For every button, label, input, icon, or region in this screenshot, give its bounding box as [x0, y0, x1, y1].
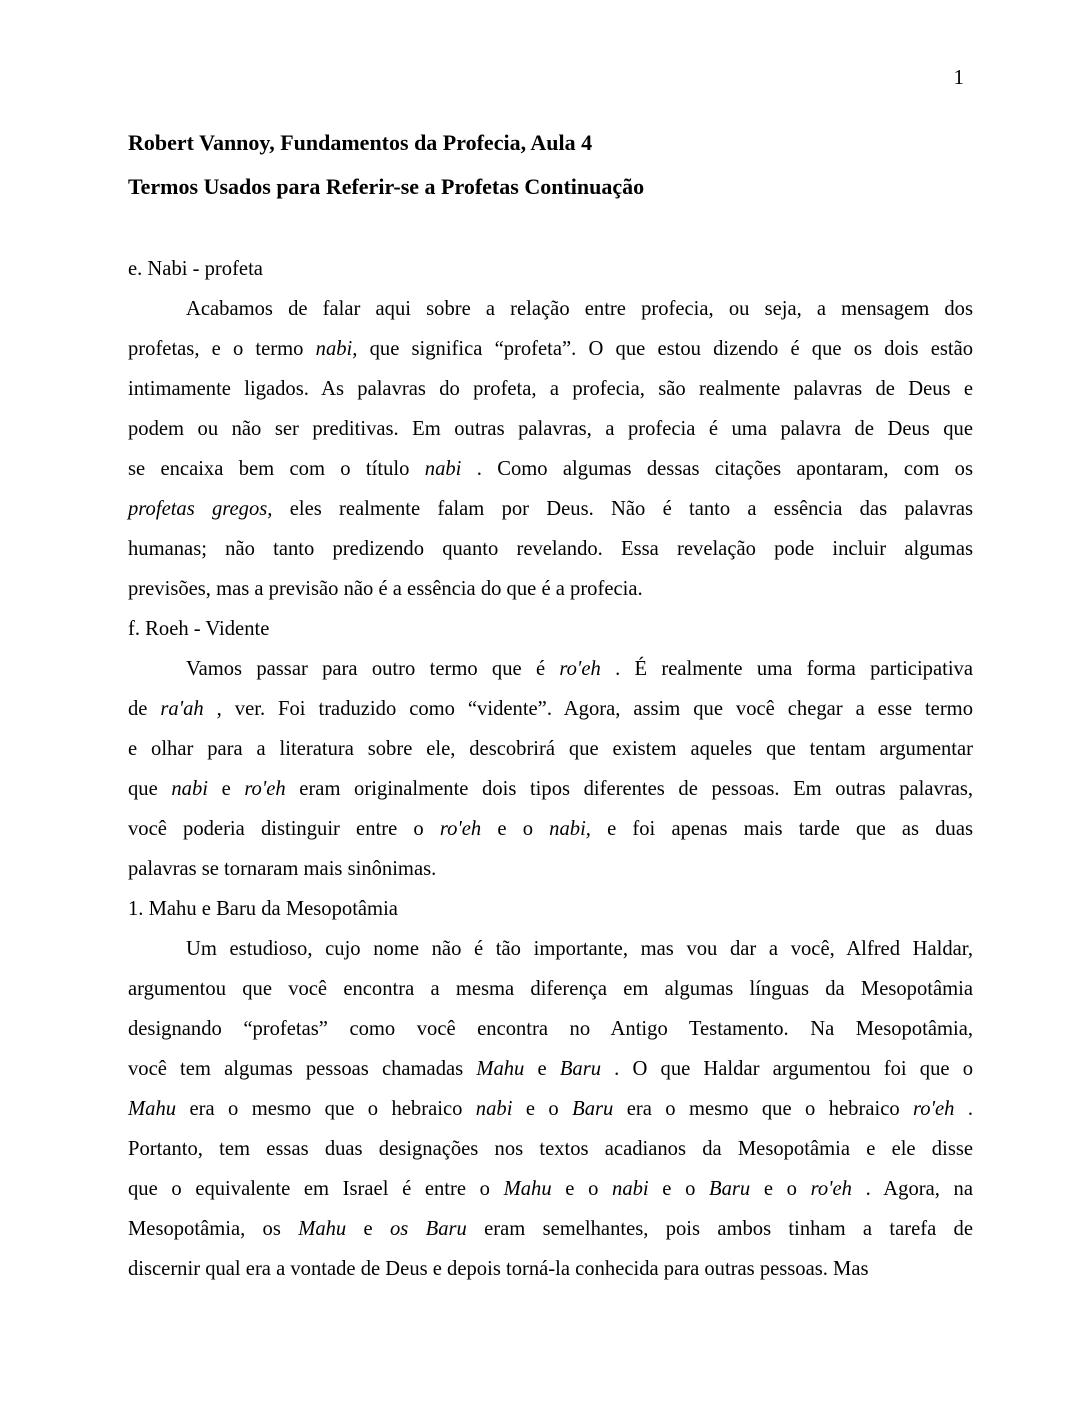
text-run: , ver. Foi traduzido como “vidente”. Agora, assim que você chegar a esse termo	[203, 698, 973, 720]
italic-term: profetas gregos,	[128, 498, 273, 520]
italic-term: os Baru	[390, 1218, 467, 1240]
text-line	[128, 929, 973, 969]
italic-term: Mahu	[298, 1218, 347, 1240]
text-run: discernir qual era a vontade de Deus e depois torná-la conhecida para outras pessoas. Mas	[128, 1258, 869, 1280]
text-run: Um estudioso, cujo nome não é tão importante, mas vou dar a você, Alfred Haldar,	[186, 938, 973, 960]
paragraph	[128, 649, 973, 889]
text-run: eles realmente falam por Deus. Não é tanto a essência das palavras	[272, 498, 973, 520]
italic-term: ro'eh	[439, 818, 482, 840]
text-run: e	[346, 1218, 390, 1240]
text-run: . Agora, na	[851, 1178, 973, 1200]
text-run: e o	[648, 1178, 710, 1200]
text-run: argumentou que você encontra a mesma diferença em algumas línguas da Mesopotâmia	[128, 978, 973, 1000]
italic-term: nabi	[171, 778, 208, 800]
text-run: previsões, mas a previsão não é a essência do que é a profecia.	[128, 578, 643, 600]
text-run: era o mesmo que o hebraico	[176, 1098, 476, 1120]
text-run: você poderia distinguir entre o	[128, 818, 440, 840]
text-run: profetas, e o termo	[128, 338, 316, 360]
italic-term: Mahu	[503, 1178, 552, 1200]
section-heading: 1. Mahu e Baru da Mesopotâmia	[128, 898, 398, 920]
page-number: 1	[953, 65, 964, 89]
text-run: se encaixa bem com o título	[128, 458, 425, 480]
text-run: era o mesmo que o hebraico	[613, 1098, 914, 1120]
text-run: e o	[512, 1098, 573, 1120]
italic-term: ro'eh	[810, 1178, 852, 1200]
text-run: e olhar para a literatura sobre ele, descobrirá que existem aqueles que tentam argumentar	[128, 738, 973, 760]
text-run: e foi apenas mais tarde que as duas	[590, 818, 973, 840]
text-run: que o equivalente em Israel é entre o	[128, 1178, 504, 1200]
text-line	[128, 1129, 973, 1169]
text-run: . Como algumas dessas citações apontaram, com os	[461, 458, 973, 480]
italic-term: nabi	[424, 458, 462, 480]
text-run: e	[207, 778, 245, 800]
text-run: . O que Haldar argumentou foi que o	[601, 1058, 974, 1080]
italic-term: Baru	[709, 1178, 751, 1200]
text-run: intimamente ligados. As palavras do profeta, a profecia, são realmente palavras de Deus e	[128, 378, 973, 400]
italic-term: ro'eh	[913, 1098, 955, 1120]
italic-term: ro'eh	[244, 778, 286, 800]
text-run: eram semelhantes, pois ambos tinham a tarefa de	[466, 1218, 973, 1240]
text-line	[128, 489, 973, 529]
text-line	[128, 689, 973, 729]
text-line	[128, 1089, 973, 1129]
text-line	[128, 529, 973, 569]
text-run: que	[128, 778, 172, 800]
text-line	[128, 369, 973, 409]
document-subtitle: Termos Usados para Referir-se a Profetas Continuação	[128, 174, 645, 199]
text-line	[128, 1169, 973, 1209]
italic-term: Baru	[559, 1058, 602, 1080]
text-line	[128, 1249, 973, 1289]
text-run: Acabamos de falar aqui sobre a relação entre profecia, ou seja, a mensagem dos	[186, 298, 973, 320]
text-run: Vamos passar para outro termo que é	[186, 658, 560, 680]
italic-term: Mahu	[476, 1058, 525, 1080]
text-run: . É realmente uma forma participativa	[600, 658, 973, 680]
italic-term: nabi	[612, 1178, 649, 1200]
document-title: Robert Vannoy, Fundamentos da Profecia, Aula 4	[128, 130, 593, 155]
text-run: que significa “profeta”. O que estou dizendo é que os dois estão	[357, 338, 974, 360]
text-run: de	[128, 698, 161, 720]
text-line	[128, 289, 973, 329]
text-line	[128, 329, 973, 369]
text-run: humanas; não tanto predizendo quanto revelando. Essa revelação pode incluir algumas	[128, 538, 973, 560]
italic-term: nabi	[475, 1098, 513, 1120]
italic-term: nabi,	[315, 338, 358, 360]
text-line	[128, 409, 973, 449]
text-line	[128, 849, 973, 889]
text-run: e o	[481, 818, 550, 840]
text-line	[128, 569, 973, 609]
text-line	[128, 649, 973, 689]
italic-term: Baru	[572, 1098, 614, 1120]
text-run: eram originalmente dois tipos diferentes de pessoas. Em outras palavras,	[285, 778, 973, 800]
text-run: e o	[551, 1178, 613, 1200]
text-run: e o	[750, 1178, 811, 1200]
text-line	[128, 1209, 973, 1249]
text-run: .	[954, 1098, 973, 1120]
text-line	[128, 1009, 973, 1049]
paragraph	[128, 289, 973, 609]
section-heading: f. Roeh - Vidente	[128, 618, 270, 640]
text-run: Mesopotâmia, os	[128, 1218, 299, 1240]
text-run: você tem algumas pessoas chamadas	[128, 1058, 477, 1080]
italic-term: ra'ah	[160, 698, 204, 720]
paragraph	[128, 929, 973, 1289]
text-run: Portanto, tem essas duas designações nos textos acadianos da Mesopotâmia e ele disse	[128, 1138, 973, 1160]
document-body	[128, 249, 973, 1289]
italic-term: Mahu	[128, 1098, 177, 1120]
text-line	[128, 449, 973, 489]
text-line	[128, 969, 973, 1009]
text-run: e	[524, 1058, 560, 1080]
italic-term: nabi,	[549, 818, 591, 840]
text-run: podem ou não ser preditivas. Em outras palavras, a profecia é uma palavra de Deus que	[128, 418, 973, 440]
text-line	[128, 769, 973, 809]
section-heading: e. Nabi - profeta	[128, 258, 263, 280]
text-line	[128, 809, 973, 849]
text-line	[128, 1049, 973, 1089]
text-line	[128, 729, 973, 769]
text-run: palavras se tornaram mais sinônimas.	[128, 858, 437, 880]
italic-term: ro'eh	[559, 658, 601, 680]
text-run: designando “profetas” como você encontra no Antigo Testamento. Na Mesopotâmia,	[128, 1018, 973, 1040]
